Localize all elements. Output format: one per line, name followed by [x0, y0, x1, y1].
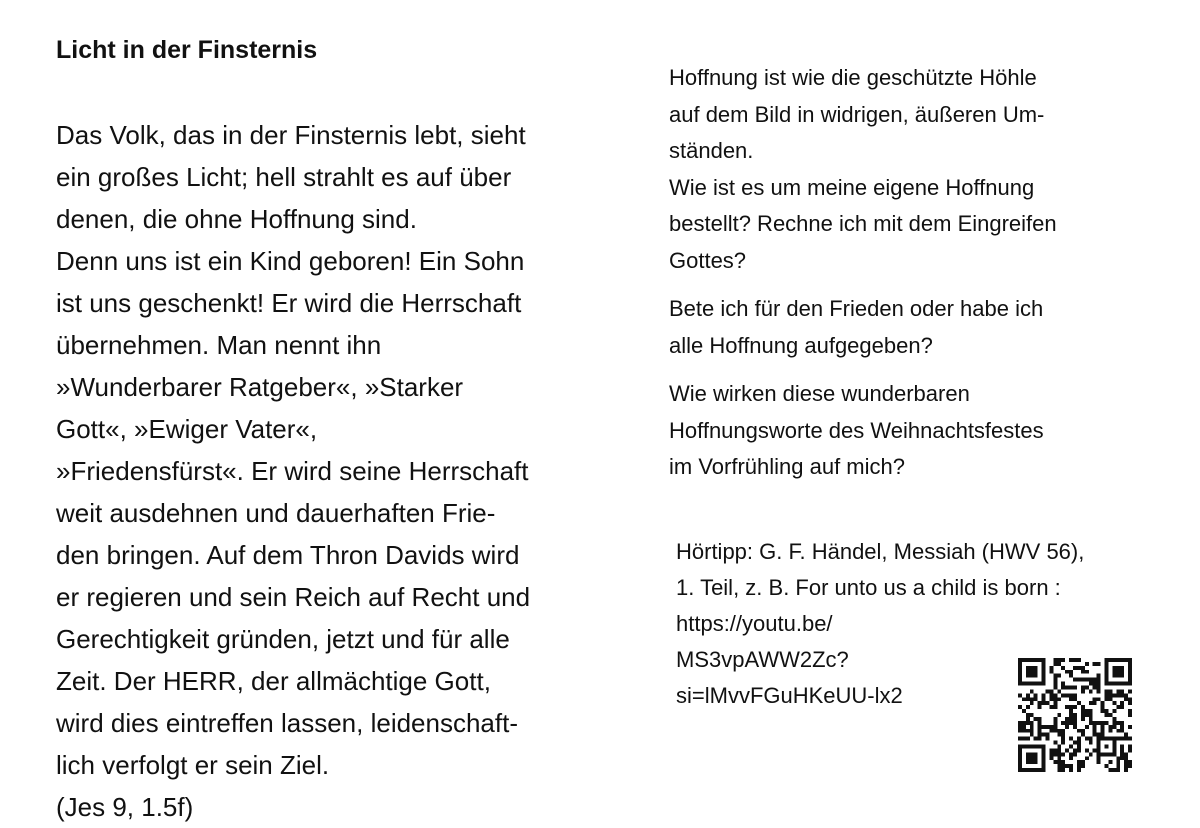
- bible-text-line: Das Volk, das in der Finsternis lebt, sieht: [56, 120, 526, 150]
- reflection-line: Bete ich für den Frieden oder habe ich: [669, 296, 1044, 321]
- bible-text-line: weit ausdehnen und dauerhaften Frie-: [56, 498, 496, 528]
- bible-text-line: denen, die ohne Hoffnung sind.: [56, 204, 417, 234]
- reflection-paragraph: [669, 291, 1169, 364]
- listening-tip-line: 1. Teil, z. B. For unto us a child is born :: [676, 575, 1061, 600]
- reflection-paragraph: [669, 60, 1169, 279]
- bible-passage: [56, 114, 636, 828]
- reflection-line: Hoffnungsworte des Weihnachtsfestes: [669, 417, 1044, 443]
- bible-text-line: »Wunderbarer Ratgeber«, »Starker: [56, 372, 464, 402]
- bible-text-line: ist uns geschenkt! Er wird die Herrschaft: [56, 288, 522, 318]
- reflection-line: bestellt? Rechne ich mit dem Eingreifen: [669, 211, 1057, 236]
- bible-text-line: »Friedensfürst«. Er wird seine Herrschaft: [56, 456, 529, 486]
- bible-text-line: den bringen. Auf dem Thron Davids wird: [56, 540, 520, 570]
- listening-tip-link[interactable]: https://youtu.be/: [676, 611, 833, 636]
- reflection-line: Hoffnung ist wie die geschützte Höhle: [669, 65, 1037, 90]
- reflection-line: Wie ist es um meine eigene Hoffnung: [669, 174, 1035, 200]
- qr-code-icon[interactable]: [1018, 658, 1132, 772]
- reflection-line: im Vorfrühling auf mich?: [669, 454, 905, 479]
- reflection-line: ständen.: [669, 138, 754, 163]
- bible-text-line: übernehmen. Man nennt ihn: [56, 330, 382, 360]
- bible-text-line: er regieren und sein Reich auf Recht und: [56, 582, 531, 612]
- bible-text-line: lich verfolgt er sein Ziel.: [56, 750, 330, 780]
- reflection-paragraph: [669, 376, 1169, 486]
- bible-text-line: Gott«, »Ewiger Vater«,: [56, 414, 318, 444]
- listening-tip-link[interactable]: MS3vpAWW2Zc?: [676, 647, 849, 672]
- bible-text-line: wird dies eintreffen lassen, leidenschaft-: [56, 708, 518, 738]
- bible-text-line: ein großes Licht; hell strahlt es auf über: [56, 162, 512, 192]
- bible-reference: (Jes 9, 1.5f): [56, 792, 194, 822]
- reflection-line: Gottes?: [669, 247, 747, 273]
- reflection-line: auf dem Bild in widrigen, äußeren Um-: [669, 101, 1045, 127]
- bible-text-line: Denn uns ist ein Kind geboren! Ein Sohn: [56, 246, 525, 276]
- bible-text-line: Gerechtigkeit gründen, jetzt und für alle: [56, 624, 510, 654]
- listening-tip-line: Hörtipp: G. F. Händel, Messiah (HWV 56),: [676, 539, 1085, 564]
- reflection-line: Wie wirken diese wunderbaren: [669, 381, 970, 406]
- reflection-line: alle Hoffnung aufgegeben?: [669, 332, 933, 358]
- listening-tip-link[interactable]: si=lMvvFGuHKeUU-lx2: [676, 683, 903, 708]
- page-title: Licht in der Finsternis: [56, 36, 318, 64]
- reflection-questions: [669, 60, 1169, 486]
- bible-text-line: Zeit. Der HERR, der allmächtige Gott,: [56, 666, 491, 696]
